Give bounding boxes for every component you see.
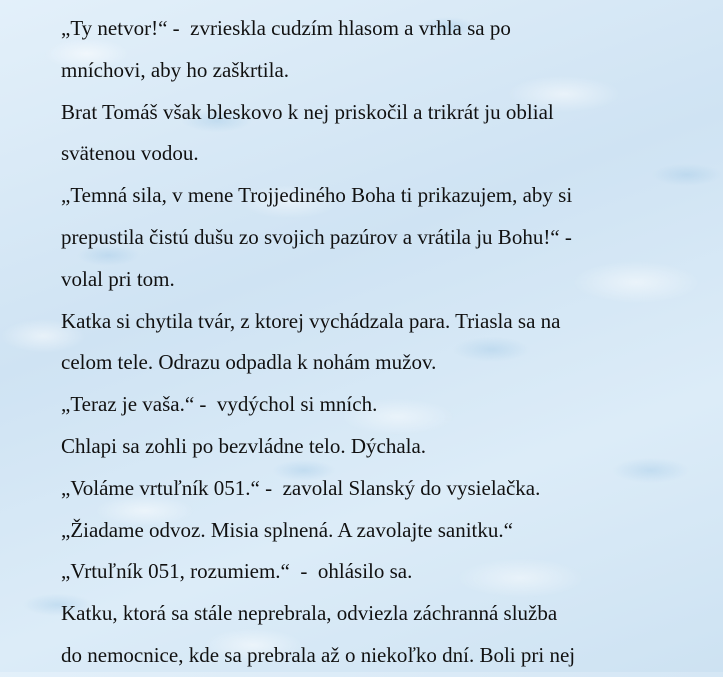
text-line: „Žiadame odvoz. Misia splnená. A zavolajte sanitku.“: [61, 517, 513, 542]
text-line: „Vrtuľník 051, rozumiem.“ - ohlásilo sa.: [61, 559, 413, 584]
text-line: „Temná sila, v mene Trojjediného Boha ti prikazujem, aby si: [61, 183, 573, 208]
text-line: prepustila čistú dušu zo svojich pazúrov a vrátila ju Bohu!“ -: [61, 224, 572, 249]
text-line: Brat Tomáš však bleskovo k nej priskočil a trikrát ju oblial: [61, 99, 554, 124]
text-line: do nemocnice, kde sa prebrala až o niekoľko dní. Boli pri nej: [61, 642, 576, 667]
document-page: [61, 8, 711, 677]
text-line: mníchovi, aby ho zaškrtila.: [61, 57, 290, 82]
text-line: „Voláme vrtuľník 051.“ - zavolal Slanský do vysielačka.: [61, 475, 541, 500]
text-line: Chlapi sa zohli po bezvládne telo. Dýchala.: [61, 433, 427, 458]
text-line: svätenou vodou.: [61, 141, 199, 166]
text-line: celom tele. Odrazu odpadla k nohám mužov.: [61, 350, 437, 375]
text-line: Katka si chytila tvár, z ktorej vychádzala para. Triasla sa na: [61, 308, 561, 333]
text-line: „Ty netvor!“ - zvrieskla cudzím hlasom a vrhla sa po: [61, 16, 511, 40]
text-line: Katku, ktorá sa stále neprebrala, odviezla záchranná služba: [61, 601, 558, 626]
text-line: volal pri tom.: [61, 266, 175, 291]
text-line: „Teraz je vaša.“ - vydýchol si mních.: [61, 392, 378, 417]
